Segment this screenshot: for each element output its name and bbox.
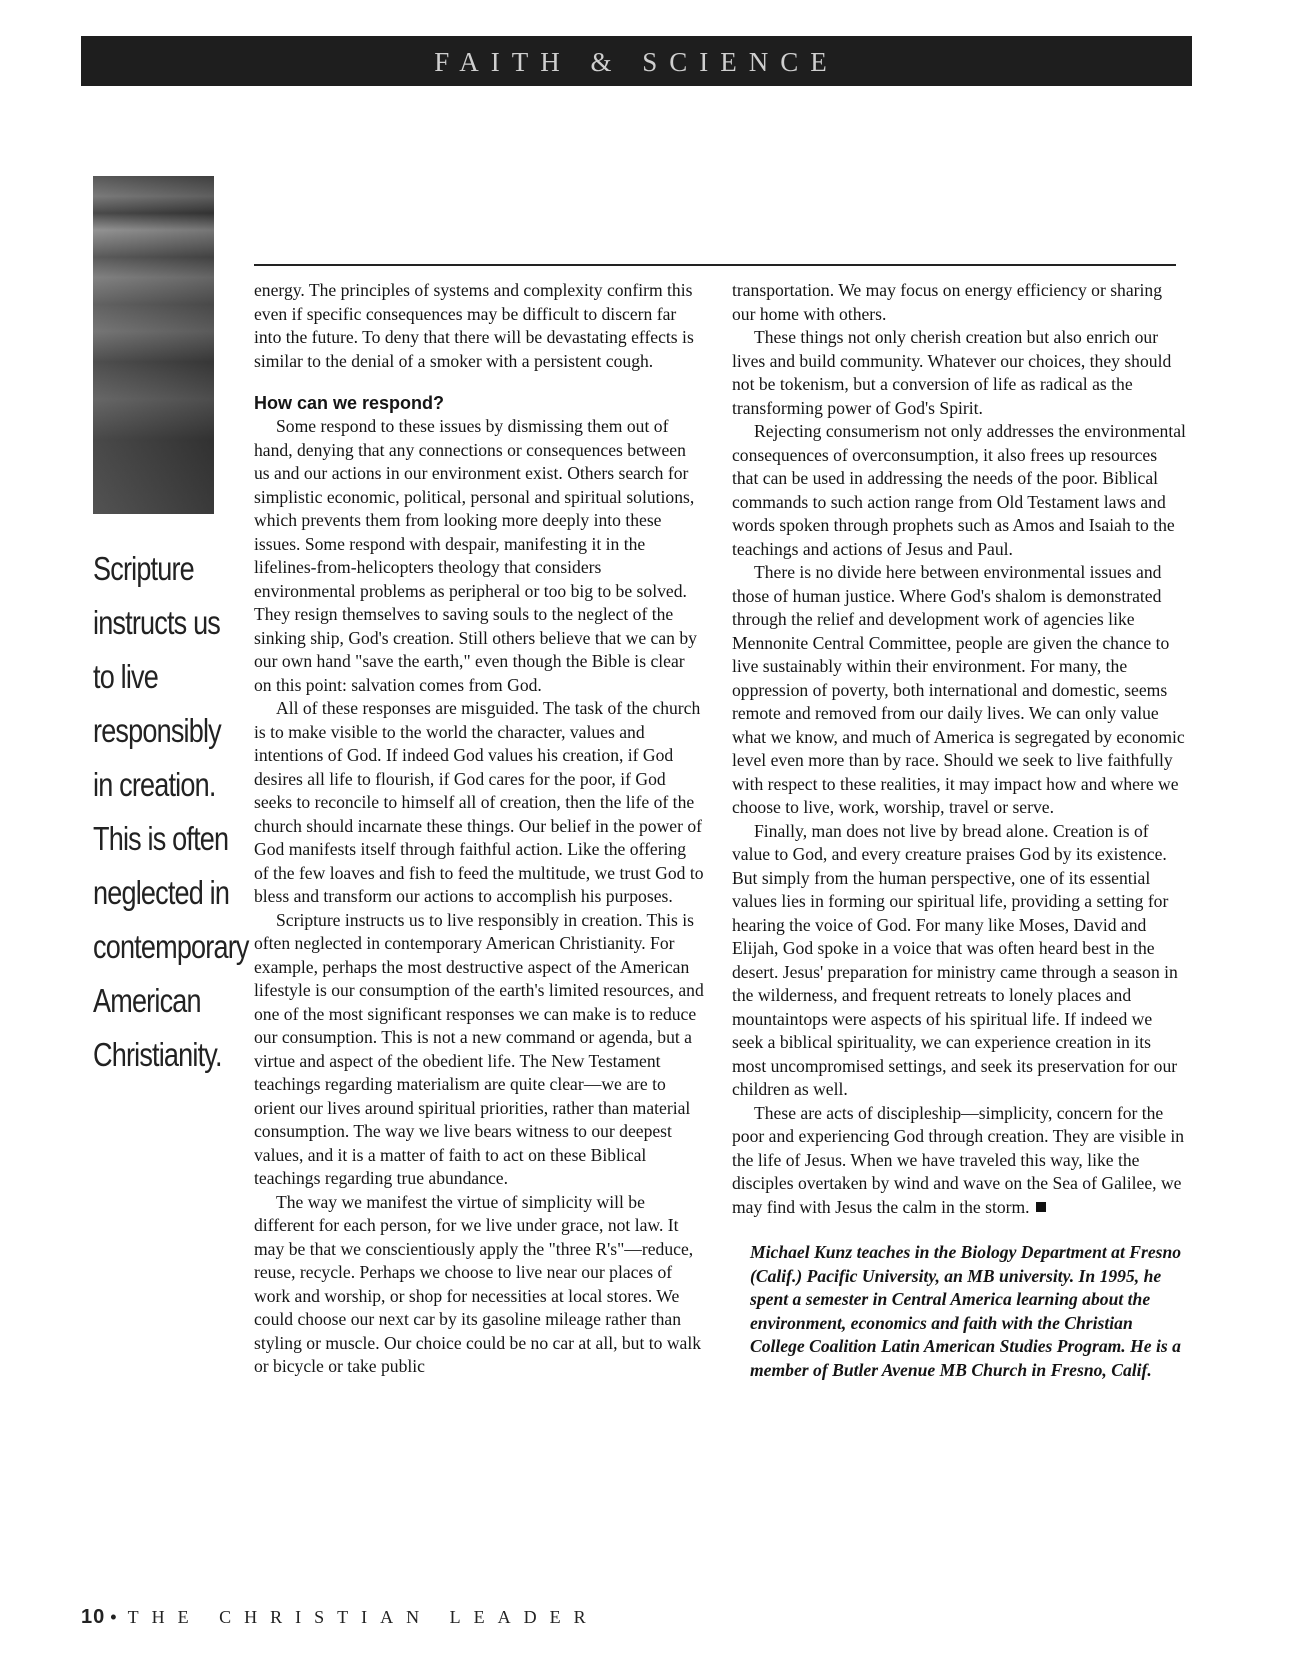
article-column-2 (732, 279, 1187, 1382)
pullquote-line: American (93, 982, 201, 1019)
pullquote-line: neglected in (93, 874, 230, 911)
section-title: FAITH & SCIENCE (434, 47, 839, 77)
paragraph: Scripture instructs us to live responsibly in creation. This is often neglected in contemporary American Christianity. For example, perhaps the most destructive aspect of the American lifestyle is our consumption of the earth's limited resources, and one of the most significant responses we can make is to reduce our consumption. This is not a new command or agenda, but a virtue and aspect of the obedient life. The New Testament teachings regarding materialism are quite clear—we are to orient our lives around spiritual priorities, rather than material consumption. The way we live bears witness to our deepest values, and it is a matter of faith to act on these Biblical teachings regarding true abundance. (254, 909, 704, 1188)
paragraph: transportation. We may focus on energy efficiency or sharing our home with others. (732, 280, 1162, 324)
page-number: 10 (81, 1606, 106, 1628)
pullquote-line: This is often (93, 820, 229, 857)
paragraph-final (732, 1102, 1187, 1220)
pullquote-line: Christianity. (93, 1036, 222, 1073)
paragraph: Rejecting consumerism not only addresses the environmental consequences of overconsumption, it also frees up resources that can be used in addressing the needs of the poor. Biblical commands to such action range from Old Testament laws and words spoken through prophets such as Amos and Isaiah to the teachings and actions of Jesus and Paul. (732, 421, 1186, 559)
pullquote-line: to live (93, 658, 158, 695)
paragraph: There is no divide here between environmental issues and those of human justice. Where God's shalom is demonstrated through the relief and development work of agencies like Mennonite Central Committee, people are given the chance to live sustainably within their environment. For many, the oppression of poverty, both international and domestic, seems remote and removed from our daily lives. We can only value what we know, and much of America is segregated by economic level even more than by race. Should we seek to live faithfully with respect to these realities, it may impact how and where we choose to live, work, worship, travel or serve. (732, 562, 1185, 817)
decorative-photo (93, 176, 214, 514)
publication-name: THE CHRISTIAN LEADER (127, 1607, 599, 1627)
pullquote-line: contemporary (93, 928, 249, 965)
pullquote-line: Scripture (93, 550, 194, 587)
page-footer (81, 1606, 599, 1629)
footer-bullet: • (110, 1607, 117, 1627)
pullquote-line: in creation. (93, 766, 216, 803)
section-banner (81, 36, 1192, 86)
pull-quote (93, 542, 249, 1082)
pullquote-line: instructs us (93, 604, 221, 641)
end-mark-icon (1036, 1202, 1046, 1212)
article-column-1 (254, 279, 704, 1379)
paragraph: Finally, man does not live by bread alone. Creation is of value to God, and every creature praises God by its existence. But simply from the human perspective, one of its essential values lies in forming our spiritual life, providing a setting for hearing the voice of God. For many like Moses, David and Elijah, God spoke in a voice that was often heard best in the desert. Jesus' preparation for ministry came through a season in the wilderness, and frequent retreats to lonely places and mountaintops were aspects of his spiritual life. If indeed we seek a biblical spirituality, we can experience creation in its most uncompromised settings, and seek its preservation for our children as well. (732, 820, 1178, 1099)
author-bio: Michael Kunz teaches in the Biology Department at Fresno (Calif.) Pacific University, an MB university. In 1995, he spent a semester in Central America learning about the environment, economics and faith with the Christian College Coalition Latin American Studies Program. He is a member of Butler Avenue MB Church in Fresno, Calif. (750, 1242, 1182, 1380)
paragraph: All of these responses are misguided. The task of the church is to make visible to the world the character, values and intentions of God. If indeed God values his creation, if God desires all life to flourish, if God cares for the poor, if God seeks to reconcile to himself all of creation, then the life of the church should incarnate these things. Our belief in the power of God manifests itself through faithful action. Like the offering of the few loaves and fish to feed the multitude, we trust God to bless and transform our actions to accomplish his purposes. (254, 698, 704, 906)
paragraph-text: These are acts of discipleship—simplicity, concern for the poor and experiencing God through creation. They are visible in the life of Jesus. When we have traveled this way, like the disciples overtaken by wind and wave on the Sea of Galilee, we may find with Jesus the calm in the storm. (732, 1102, 1185, 1217)
paragraph: These things not only cherish creation but also enrich our lives and build community. Whatever our choices, they should not be tokenism, but a conversion of life as radical as the transforming power of God's Spirit. (732, 327, 1172, 418)
column-rule (254, 264, 1176, 266)
pullquote-line: responsibly (93, 712, 221, 749)
section-heading: How can we respond? (254, 393, 445, 413)
paragraph: energy. The principles of systems and complexity confirm this even if specific consequences may be difficult to discern far into the future. To deny that there will be devastating effects is similar to the denial of a smoker with a persistent cough. (254, 280, 694, 371)
paragraph: Some respond to these issues by dismissing them out of hand, denying that any connections or consequences between us and our actions in our environment exist. Others search for simplistic economic, political, personal and spiritual solutions, which prevents them from looking more deeply into these issues. Some respond with despair, manifesting it in the lifelines-from-helicopters theology that considers environmental problems as peripheral or too big to be solved. They resign themselves to saving souls to the neglect of the sinking ship, God's creation. Still others believe that we can by our own hand "save the earth," even though the Bible is clear on this point: salvation comes from God. (254, 416, 697, 695)
paragraph: The way we manifest the virtue of simplicity will be different for each person, for we live under grace, not law. It may be that we conscientiously apply the "three R's"—reduce, reuse, recycle. Perhaps we choose to live near our places of work and worship, or shop for necessities at local stores. We could choose our next car by its gasoline mileage rather than styling or muscle. Our choice could be no car at all, but to walk or bicycle or take public (254, 1191, 702, 1376)
